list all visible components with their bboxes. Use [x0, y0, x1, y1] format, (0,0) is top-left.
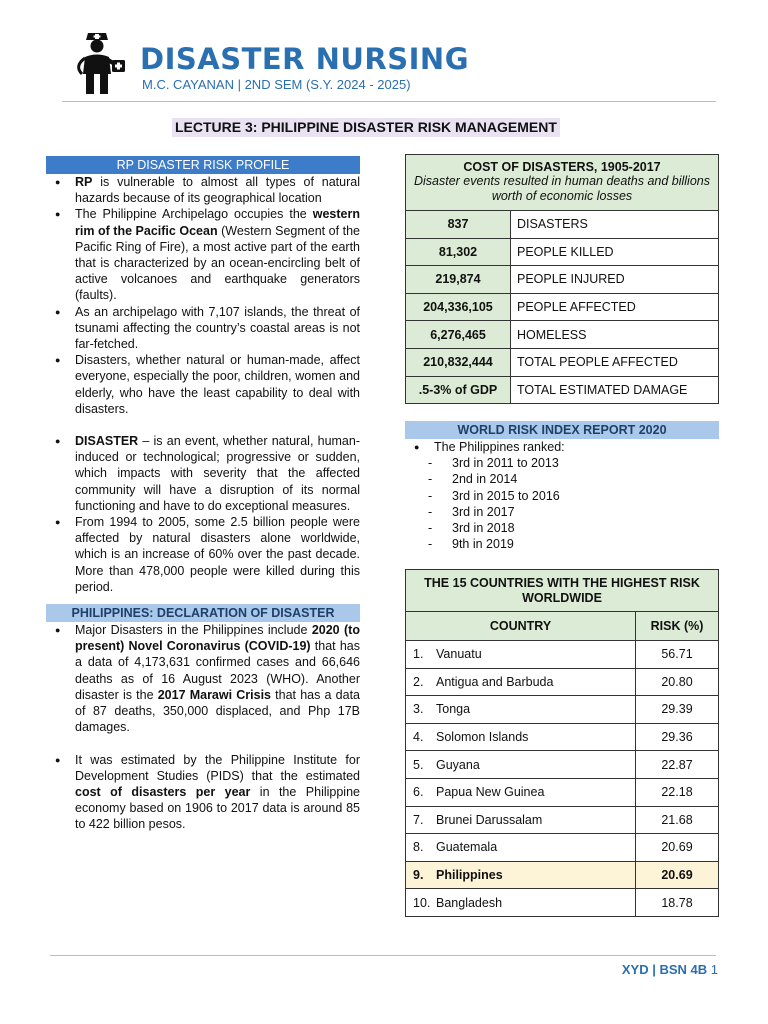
table-row: 3. Tonga 29.39 — [406, 696, 719, 724]
header-divider — [62, 101, 716, 102]
column-header-risk: RISK (%) — [636, 612, 719, 641]
table-row-highlighted: 9. Philippines 20.69 — [406, 861, 719, 889]
risk-profile-heading: RP DISASTER RISK PROFILE — [46, 156, 360, 174]
cost-of-disasters-table — [405, 154, 719, 404]
declaration-list — [46, 622, 360, 735]
risk-profile-list — [46, 174, 360, 417]
document-subtitle: M.C. CAYANAN | 2ND SEM (S.Y. 2024 - 2025) — [142, 77, 411, 92]
disaster-definition-list — [46, 433, 360, 595]
list-item: - 3rd in 2018 — [405, 520, 719, 536]
table-row: 1. Vanuatu 56.71 — [406, 641, 719, 669]
table-row: 8. Guatemala 20.69 — [406, 834, 719, 862]
list-item: ● Disasters, whether natural or human-made, affect everyone, especially the poor, children, women and elderly, who have the least capability to deal with disasters. — [46, 352, 360, 417]
table-row: 210,832,444 TOTAL PEOPLE AFFECTED — [406, 348, 719, 376]
list-item: ● As an archipelago with 7,107 islands, the threat of tsunami affecting the country’s coastal areas is not far-fetched. — [46, 304, 360, 353]
table-row: .5-3% of GDP TOTAL ESTIMATED DAMAGE — [406, 376, 719, 404]
table-row: 7. Brunei Darussalam 21.68 — [406, 806, 719, 834]
list-item: - 3rd in 2017 — [405, 504, 719, 520]
footer-divider — [50, 955, 716, 956]
table-row: 5. Guyana 22.87 — [406, 751, 719, 779]
left-column — [46, 156, 360, 833]
column-header-country: COUNTRY — [406, 612, 636, 641]
table-row: 219,874 PEOPLE INJURED — [406, 266, 719, 294]
document-title: DISASTER NURSING — [140, 42, 469, 76]
list-item: - 9th in 2019 — [405, 536, 719, 552]
table-row: 204,336,105 PEOPLE AFFECTED — [406, 293, 719, 321]
list-item: ● Major Disasters in the Philippines include 2020 (to present) Novel Coronavirus (COVID-19) that has a data of 4,173,631 confirmed cases and 66,646 deaths as of 16 August 2023 (WHO). Another disaster is the 2017 Marawi Crisis that has a data of 87 deaths, 350,000 displaced, and Php 17B damages. — [46, 622, 360, 735]
list-item: ● From 1994 to 2005, some 2.5 billion people were affected by natural disasters alone worldwide, which is an increase of 60% over the past decade. More than 478,000 people were killed during this period. — [46, 514, 360, 595]
risk-table-title: THE 15 COUNTRIES WITH THE HIGHEST RISK WORLDWIDE — [406, 570, 719, 612]
world-risk-list — [405, 439, 719, 552]
nurse-with-medkit-icon — [68, 30, 126, 98]
world-risk-intro: ● The Philippines ranked: — [405, 439, 719, 455]
page-footer — [622, 962, 718, 977]
table-row: 6. Papua New Guinea 22.18 — [406, 778, 719, 806]
list-item: ● DISASTER – is an event, whether natural, human-induced or technological; progressive or sudden, which impacts with severity that the affected community will have a disruption of its normal functioning and have to do exceptional measures. — [46, 433, 360, 514]
table-row: 10. Bangladesh 18.78 — [406, 889, 719, 917]
list-item: - 2nd in 2014 — [405, 471, 719, 487]
table-row: 837 DISASTERS — [406, 211, 719, 239]
highest-risk-table — [405, 569, 719, 917]
table-row: 6,276,465 HOMELESS — [406, 321, 719, 349]
declaration-list-2 — [46, 752, 360, 833]
world-risk-section — [405, 421, 719, 552]
list-item: ● RP is vulnerable to almost all types of natural hazards because of its geographical location — [46, 174, 360, 206]
lecture-title: LECTURE 3: PHILIPPINE DISASTER RISK MANAGEMENT — [172, 118, 560, 137]
list-item: ● The Philippine Archipelago occupies the western rim of the Pacific Ocean (Western Segment of the Pacific Ring of Fire), a most active part of the earth that is characterized by an ocean-encircling belt of active volcanoes and earthquake generators (faults). — [46, 206, 360, 303]
table-row: 4. Solomon Islands 29.36 — [406, 723, 719, 751]
list-item: - 3rd in 2011 to 2013 — [405, 455, 719, 471]
cost-table-caption — [406, 155, 719, 211]
list-item: ● It was estimated by the Philippine Institute for Development Studies (PIDS) that the estimated cost of disasters per year in the Philippine economy based on 1906 to 2017 data is around 85 to 422 billion pesos. — [46, 752, 360, 833]
table-row: 81,302 PEOPLE KILLED — [406, 238, 719, 266]
cost-table-title: COST OF DISASTERS, 1905-2017 — [463, 160, 661, 174]
cost-table-subtitle: Disaster events resulted in human deaths and billions worth of economic losses — [413, 174, 710, 203]
declaration-heading: PHILIPPINES: DECLARATION OF DISASTER — [46, 604, 360, 622]
table-row: 2. Antigua and Barbuda 20.80 — [406, 668, 719, 696]
page-number: 1 — [710, 962, 718, 977]
page-header — [62, 28, 716, 104]
list-item: - 3rd in 2015 to 2016 — [405, 488, 719, 504]
footer-label: XYD | BSN 4B — [621, 962, 708, 977]
world-risk-heading: WORLD RISK INDEX REPORT 2020 — [405, 421, 719, 439]
